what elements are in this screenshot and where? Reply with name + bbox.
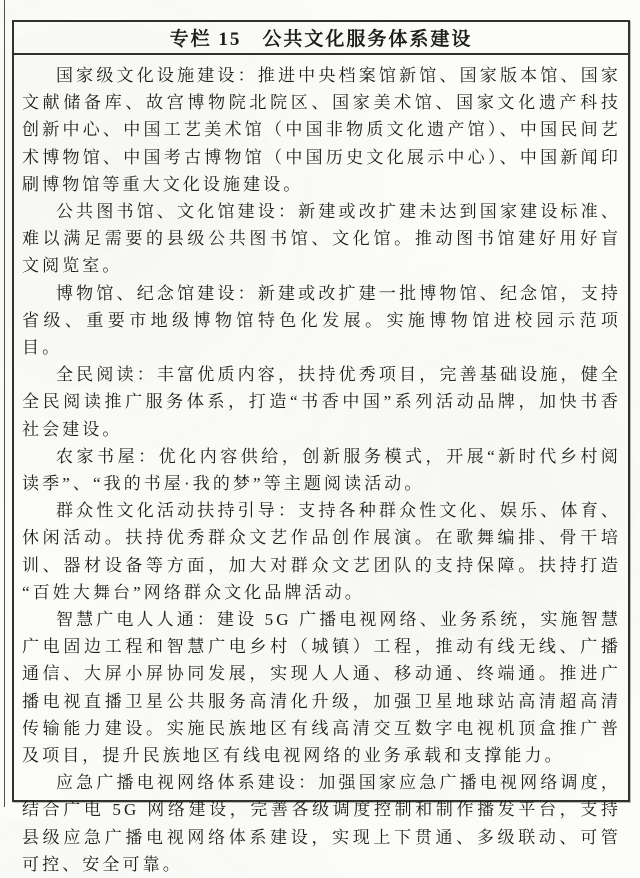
paragraph-museums-memorials: 博物馆、纪念馆建设：新建或改扩建一批博物馆、纪念馆，支持省级、重要市地级博物馆特色化发展。实施博物馆进校园示范项目。 (22, 283, 621, 358)
page-margin-rule (4, 0, 5, 807)
paragraph-national-facilities: 国家级文化设施建设：推进中央档案馆新馆、国家版本馆、国家文献储备库、故宫博物院北院区、国家美术馆、国家文化遗产科技创新中心、中国工艺美术馆（中国非物质文化遗产馆）、中国民间艺术博物馆、中国考古博物馆（中国历史文化展示中心）、中国新闻印刷博物馆等重大文化设施建设。 (22, 66, 621, 194)
paragraph-smart-broadcasting: 智慧广电人人通：建设 5G 广播电视网络、业务系统，实施智慧广电固边工程和智慧广电乡村（城镇）工程，推动有线无线、广播通信、大屏小屏协同发展，实现人人通、移动通、终端通。推进广播电视直播卫星公共服务高清化升级，加强卫星地球站高清超高清传输能力建设。实施民族地区有线高清交互数字电视机顶盒推广普及项目，提升民族地区有线电视网络的业务承载和支撑能力。 (22, 610, 621, 766)
paragraph-national-reading: 全民阅读：丰富优质内容，扶持优秀项目，完善基础设施，健全全民阅读推广服务体系，打造“书香中国”系列活动品牌，加快书香社会建设。 (22, 365, 621, 439)
box-body (14, 55, 628, 878)
paragraph-mass-cultural-activities: 群众性文化活动扶持引导：支持各种群众性文化、娱乐、体育、休闲活动。扶持优秀群众文艺作品创作展演。在歌舞编排、骨干培训、器材设备等方面，加大对群众文艺团队的支持保障。扶持打造“百姓大舞台”网络群众文化品牌活动。 (22, 501, 621, 602)
paragraph-rural-book-houses: 农家书屋：优化内容供给，创新服务模式，开展“新时代乡村阅读季”、“我的书屋·我的梦”等主题阅读活动。 (22, 446, 621, 494)
paragraph-emergency-broadcast-network: 应急广播电视网络体系建设：加强国家应急广播电视网络调度，结合广电 5G 网络建设，完善各级调度控制和制作播发平台，支持县级应急广播电视网络体系建设，实现上下贯通、多级联动、可管可控、安全可靠。 (22, 773, 621, 874)
box-title: 专栏 15 公共文化服务体系建设 (14, 22, 628, 55)
paragraph-libraries-cultural-centers: 公共图书馆、文化馆建设：新建或改扩建未达到国家建设标准、难以满足需要的县级公共图书馆、文化馆。推动图书馆建好用好盲文阅览室。 (22, 202, 621, 276)
feature-box-column-15 (12, 20, 630, 874)
